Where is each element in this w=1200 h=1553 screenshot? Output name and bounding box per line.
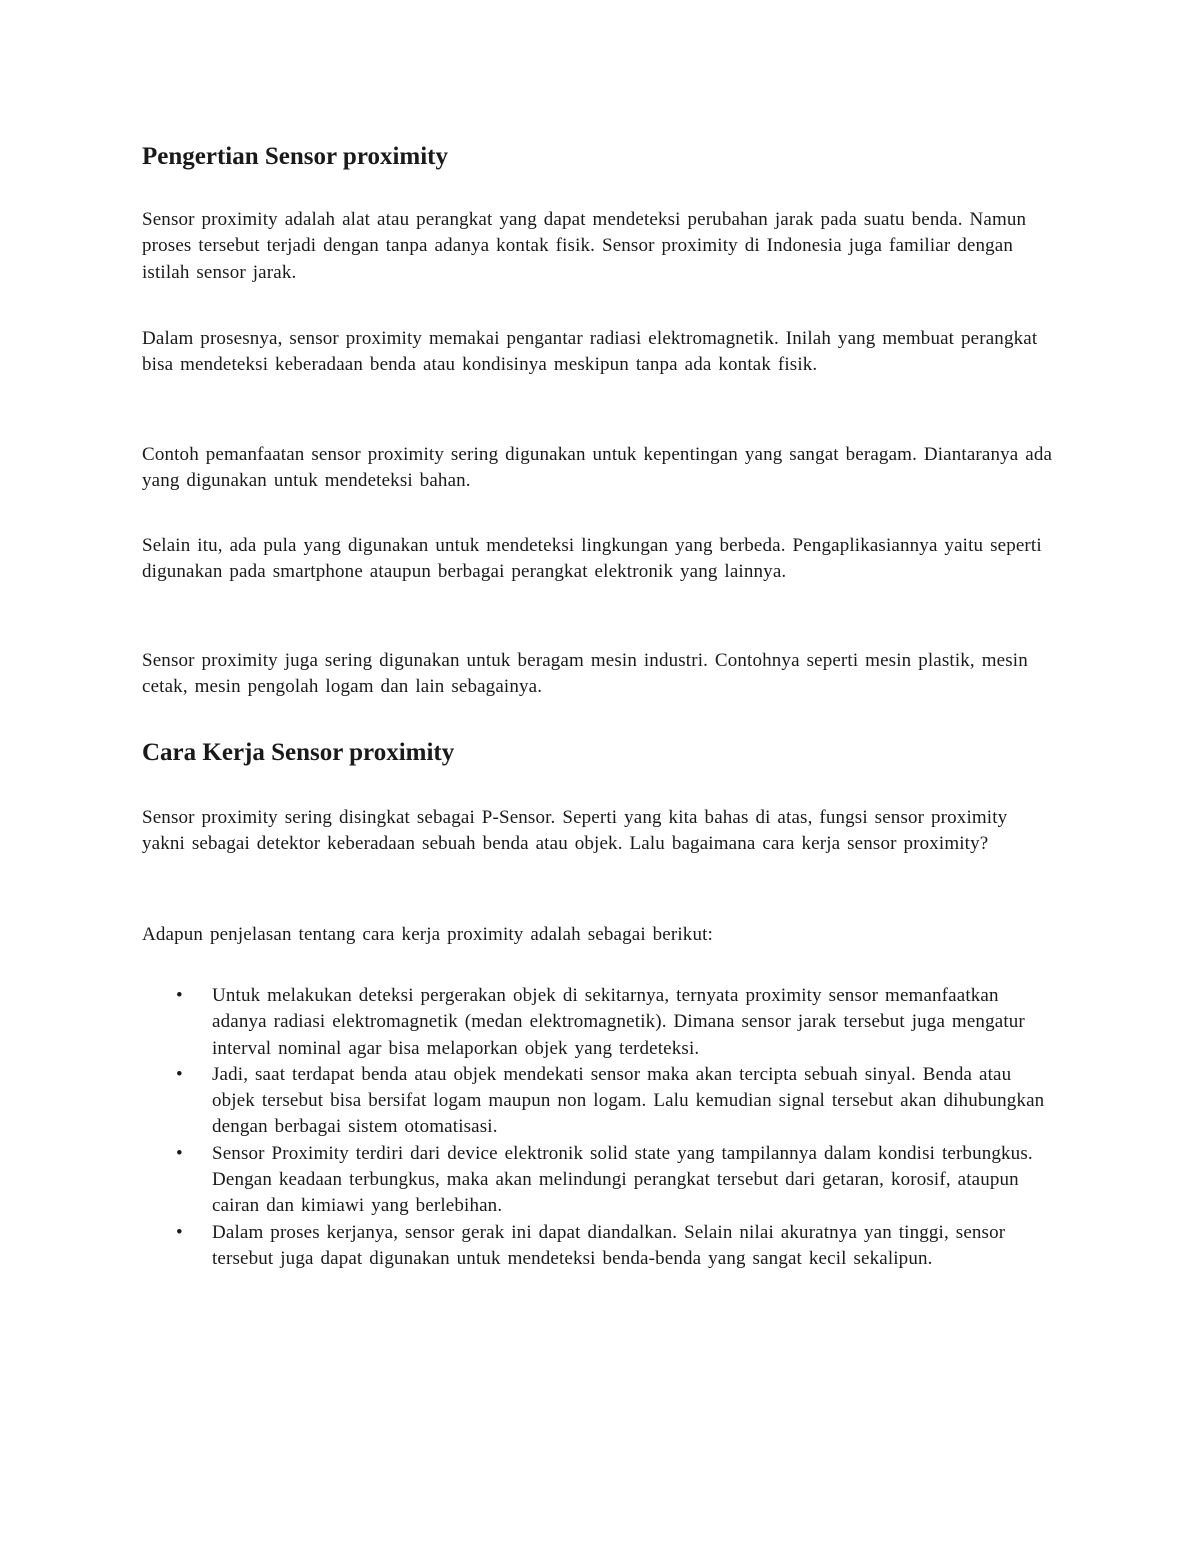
list-item-text: Sensor Proximity terdiri dari device elektronik solid state yang tampilannya dalam kondisi terbungkus. Dengan keadaan terbungkus, maka akan melindungi perangkat tersebut dari getaran, korosif, ataupun cairan dan kimiawi yang berlebihan. (212, 1142, 1033, 1217)
list-item-text: Jadi, saat terdapat benda atau objek mendekati sensor maka akan tercipta sebuah sinyal. Benda atau objek tersebut bisa bersifat logam maupun non logam. Lalu kemudian signal tersebut akan dihubungkan dengan berbagai sistem otomatisasi. (212, 1063, 1045, 1138)
paragraph: Contoh pemanfaatan sensor proximity sering digunakan untuk kepentingan yang sangat beragam. Diantaranya ada yang digunakan untuk mendeteksi bahan. (142, 444, 1053, 492)
paragraph: Adapun penjelasan tentang cara kerja proximity adalah sebagai berikut: (142, 924, 713, 945)
list-item (142, 1062, 1054, 1141)
paragraph: Dalam prosesnya, sensor proximity memakai pengantar radiasi elektromagnetik. Inilah yang membuat perangkat bisa mendeteksi keberadaan benda atau kondisinya meskipun tanpa ada kontak fisik. (142, 328, 1038, 376)
bullet-icon: • (176, 1063, 183, 1085)
bullet-icon: • (176, 985, 183, 1006)
list-item (142, 1141, 1054, 1220)
section-heading-pengertian: Pengertian Sensor proximity (142, 143, 449, 170)
paragraph: Sensor proximity sering disingkat sebagai P-Sensor. Seperti yang kita bahas di atas, fungsi sensor proximity yakni sebagai detektor keberadaan sebuah benda atau objek. Lalu bagaimana cara kerja sensor proximity? (142, 807, 1008, 855)
section-heading-cara-kerja: Cara Kerja Sensor proximity (142, 739, 455, 766)
list-item (142, 1220, 1054, 1273)
bullet-icon: • (176, 1221, 183, 1243)
list-item-text: Dalam proses kerjanya, sensor gerak ini dapat diandalkan. Selain nilai akuratnya yan tinggi, sensor tersebut juga dapat digunakan untuk mendeteksi benda-benda yang sangat kecil sekalipun. (212, 1221, 1006, 1269)
paragraph: Sensor proximity juga sering digunakan untuk beragam mesin industri. Contohnya seperti mesin plastik, mesin cetak, mesin pengolah logam dan lain sebagainya. (142, 650, 1028, 698)
list-item-text: Untuk melakukan deteksi pergerakan objek di sekitarnya, ternyata proximity sensor memanfaatkan adanya radiasi elektromagnetik (medan elektromagnetik). Dimana sensor jarak tersebut juga mengatur interval nominal agar bisa melaporkan objek yang terdeteksi. (212, 985, 1025, 1059)
list-item (142, 983, 1054, 1062)
paragraph: Selain itu, ada pula yang digunakan untuk mendeteksi lingkungan yang berbeda. Pengaplikasiannya yaitu seperti digunakan pada smartphone ataupun berbagai perangkat elektronik yang lainnya. (142, 535, 1042, 583)
bullet-icon: • (176, 1142, 183, 1164)
bullet-list (142, 983, 1054, 1272)
paragraph: Sensor proximity adalah alat atau perangkat yang dapat mendeteksi perubahan jarak pada suatu benda. Namun proses tersebut terjadi dengan tanpa adanya kontak fisik. Sensor proximity di Indonesia juga familiar dengan istilah sensor jarak. (142, 209, 1027, 283)
